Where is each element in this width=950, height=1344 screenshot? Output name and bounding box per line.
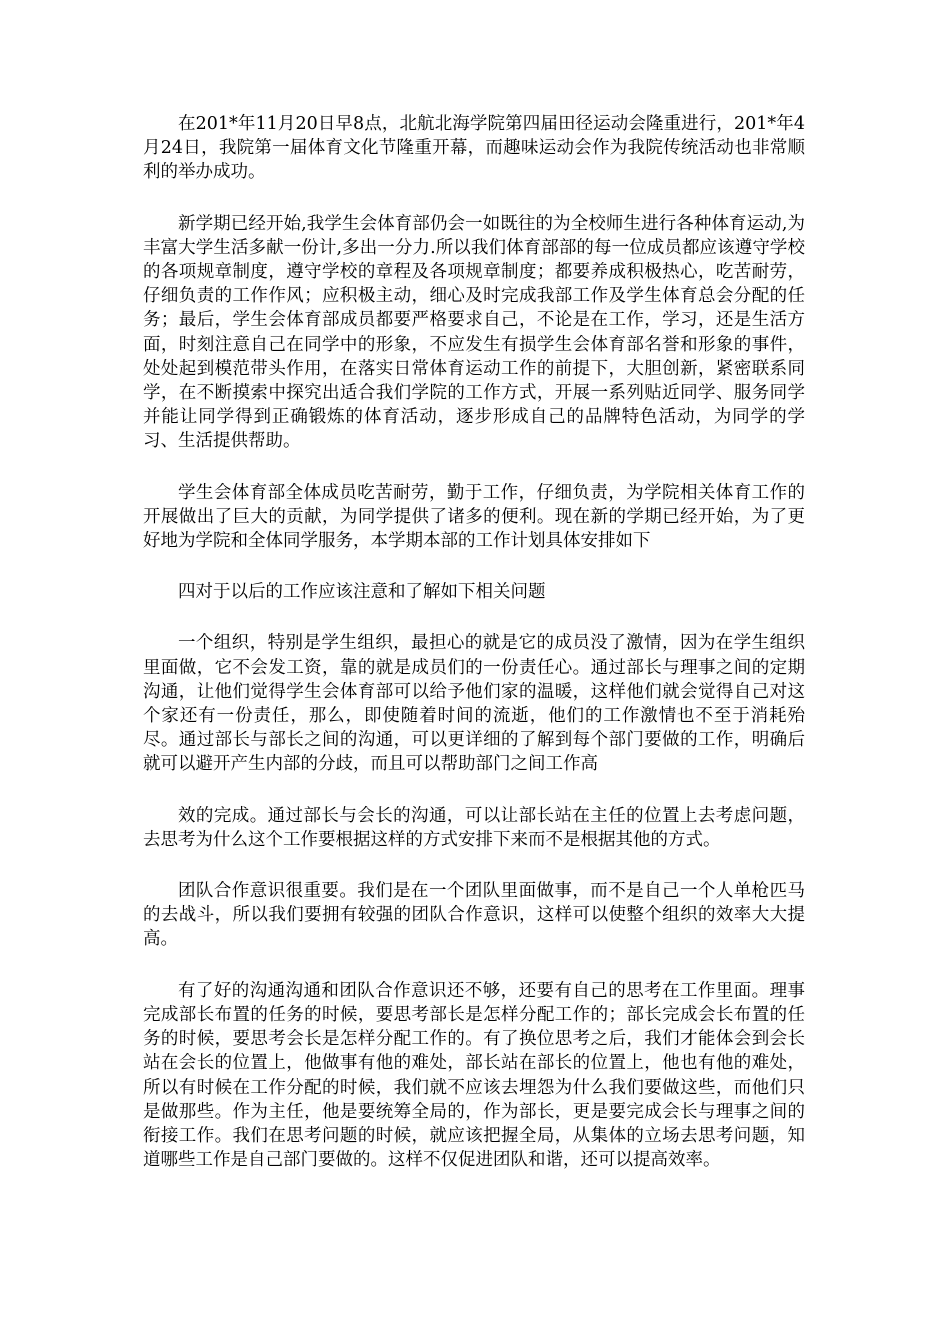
paragraph-3: 学生会体育部全体成员吃苦耐劳，勤于工作，仔细负责，为学院相关体育工作的开展做出了巨大的贡献，为同学提供了诸多的便利。现在新的学期已经开始，为了更好地为学院和全体同学服务，本学期本部的工作计划具体安排如下 <box>143 482 805 552</box>
paragraph-2: 新学期已经开始,我学生会体育部仍会一如既往的为全校师生进行各种体育运动,为丰富大学生活多献一份计,多出一分力.所以我们体育部部的每一位成员都应该遵守学校的各项规章制度，遵守学校的章程及各项规章制度；都要养成积极热心，吃苦耐劳，仔细负责的工作作风；应积极主动，细心及时完成我部工作及学生体育总会分配的任务；最后，学生会体育部成员都要严格要求自己，不论是在工作，学习，还是生活方面，时刻注意自己在同学中的形象，不应发生有损学生会体育部名誉和形象的事件，处处起到模范带头作用，在落实日常体育运动工作的前提下，大胆创新，紧密联系同学，在不断摸索中探究出适合我们学院的工作方式，开展一系列贴近同学、服务同学并能让同学得到正确锻炼的体育活动，逐步形成自己的品牌特色活动，为同学的学习、生活提供帮助。 <box>143 213 805 452</box>
document-body <box>143 112 805 1199</box>
paragraph-5: 一个组织，特别是学生组织，最担心的就是它的成员没了激情，因为在学生组织里面做，它不会发工资，靠的就是成员们的一份责任心。通过部长与理事之间的定期沟通，让他们觉得学生会体育部可以给予他们家的温暖，这样他们就会觉得自己对这个家还有一份责任，那么，即使随着时间的流逝，他们的工作激情也不至于消耗殆尽。通过部长与部长之间的沟通，可以更详细的了解到每个部门要做的工作，明确后就可以避开产生内部的分歧，而且可以帮助部门之间工作高 <box>143 633 805 775</box>
paragraph-6: 效的完成。通过部长与会长的沟通，可以让部长站在主任的位置上去考虑问题，去思考为什么这个工作要根据这样的方式安排下来而不是根据其他的方式。 <box>143 805 805 850</box>
paragraph-8: 有了好的沟通沟通和团队合作意识还不够，还要有自己的思考在工作里面。理事完成部长布置的任务的时候，要思考部长是怎样分配工作的；部长完成会长布置的任务的时候，要思考会长是怎样分配工作的。有了换位思考之后，我们才能体会到会长站在会长的位置上，他做事有他的难处，部长站在部长的位置上，他也有他的难处，所以有时候在工作分配的时候，我们就不应该去埋怨为什么我们要做这些，而他们只是做那些。作为主任，他是要统筹全局的，作为部长，更是要完成会长与理事之间的衔接工作。我们在思考问题的时候，就应该把握全局，从集体的立场去思考问题，知道哪些工作是自己部门要做的。这样不仅促进团队和谐，还可以提高效率。 <box>143 980 805 1171</box>
paragraph-7: 团队合作意识很重要。我们是在一个团队里面做事，而不是自己一个人单枪匹马的去战斗，所以我们要拥有较强的团队合作意识，这样可以使整个组织的效率大大提高。 <box>143 881 805 950</box>
paragraph-1: 在201*年11月20日早8点，北航北海学院第四届田径运动会隆重进行，201*年4月24日，我院第一届体育文化节隆重开幕，而趣味运动会作为我院传统活动也非常顺利的举办成功。 <box>143 114 805 183</box>
section-heading: 四对于以后的工作应该注意和了解如下相关问题 <box>178 582 546 603</box>
